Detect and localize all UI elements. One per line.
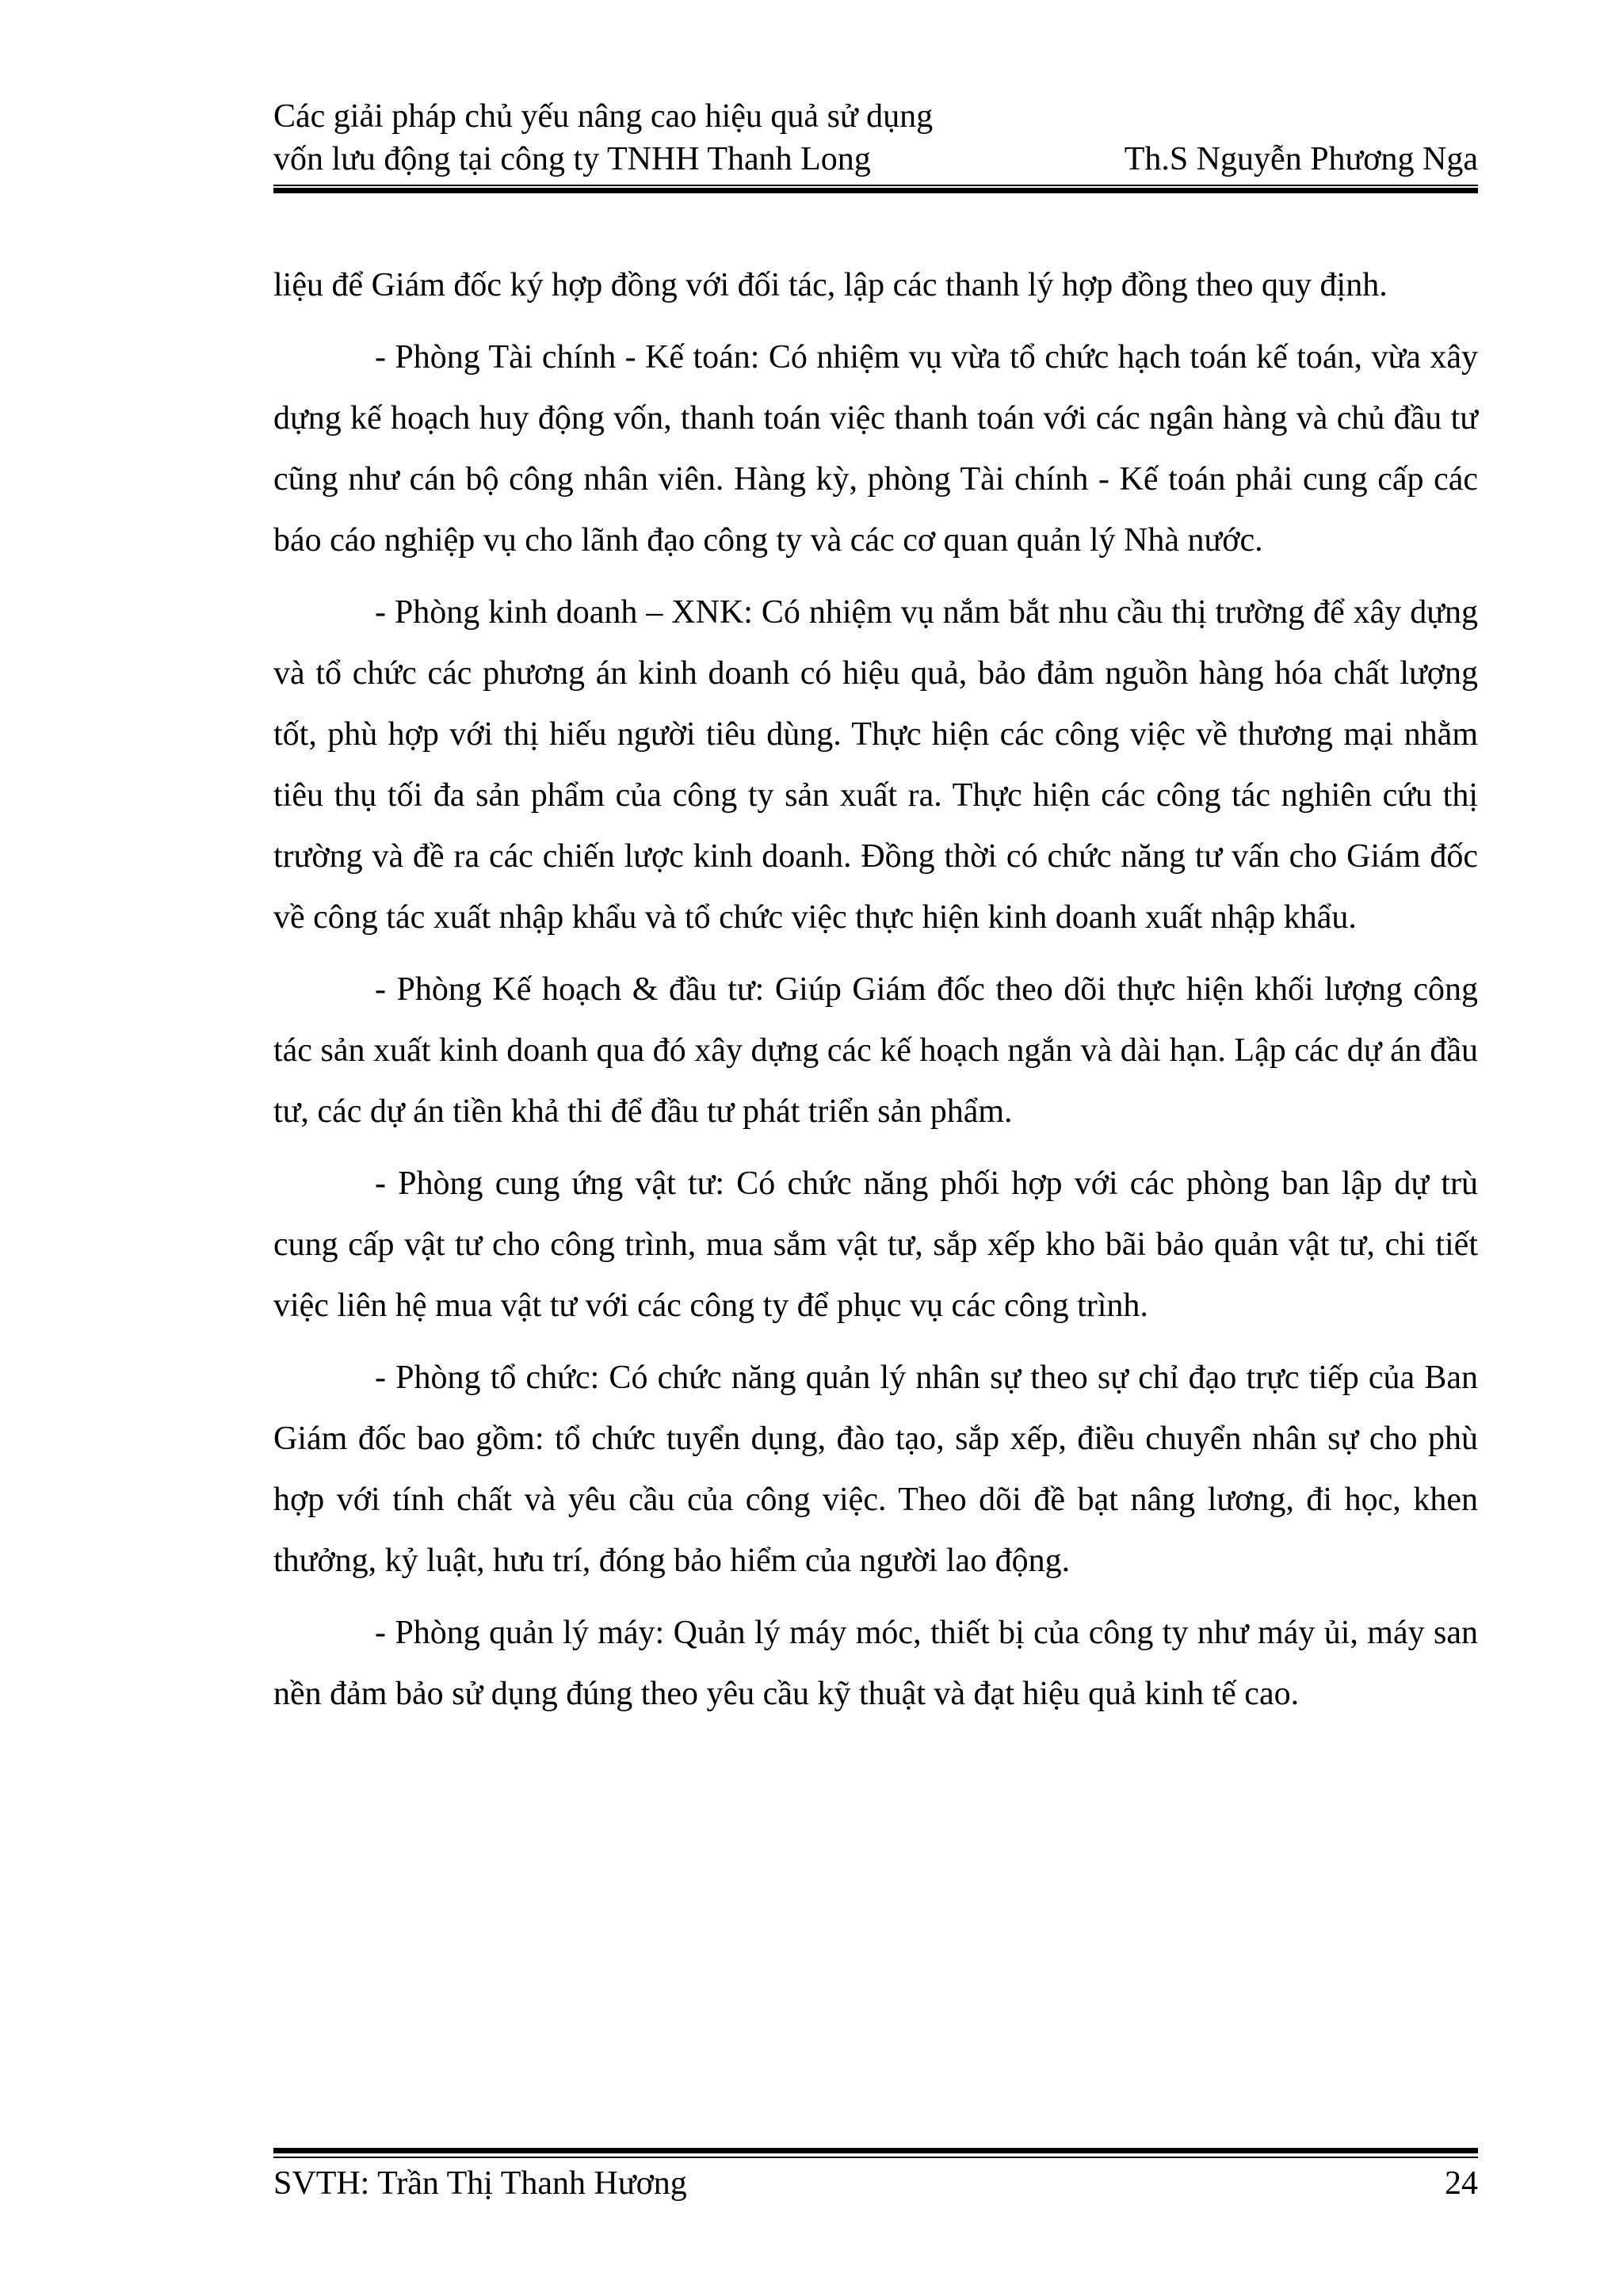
page-footer — [273, 2161, 1478, 2209]
body-paragraph: - Phòng Kế hoạch & đầu tư: Giúp Giám đốc theo dõi thực hiện khối lượng công tác sản xuất kinh doanh qua đó xây dựng các kế hoạch ngắn và dài hạn. Lập các dự án đầu tư, các dự án tiền khả thi để đầu tư phát triển sản phẩm. — [273, 971, 1478, 1130]
body-paragraph: - Phòng kinh doanh – XNK: Có nhiệm vụ nắm bắt nhu cầu thị trường để xây dựng và tổ chức các phương án kinh doanh có hiệu quả, bảo đảm nguồn hàng hóa chất lượng tốt, phù hợp với thị hiếu người tiêu dùng. Thực hiện các công việc về thương mại nhằm tiêu thụ tối đa sản phẩm của công ty sản xuất ra. Thực hiện các công tác nghiên cứu thị trường và đề ra các chiến lược kinh doanh. Đồng thời có chức năng tư vấn cho Giám đốc về công tác xuất nhập khẩu và tổ chức việc thực hiện kinh doanh xuất nhập khẩu. — [273, 594, 1478, 936]
body-paragraph: - Phòng Tài chính - Kế toán: Có nhiệm vụ vừa tổ chức hạch toán kế toán, vừa xây dựng kế hoạch huy động vốn, thanh toán việc thanh toán với các ngân hàng và chủ đầu tư cũng như cán bộ công nhân viên. Hàng kỳ, phòng Tài chính - Kế toán phải cung cấp các báo cáo nghiệp vụ cho lãnh đạo công ty và các cơ quan quản lý Nhà nước. — [273, 339, 1478, 559]
body-text — [273, 255, 1478, 1736]
header-rule-thick — [273, 188, 1478, 193]
body-paragraph: - Phòng quản lý máy: Quản lý máy móc, thiết bị của công ty như máy ủi, máy san nền đảm bảo sử dụng đúng theo yêu cầu kỹ thuật và đạt hiệu quả kinh tế cao. — [273, 1615, 1478, 1712]
student-name: SVTH: Trần Thị Thanh Hương — [273, 2165, 687, 2202]
body-paragraph: - Phòng tổ chức: Có chức năng quản lý nhân sự theo sự chỉ đạo trực tiếp của Ban Giám đốc bao gồm: tổ chức tuyển dụng, đào tạo, sắp xếp, điều chuyển nhân sự cho phù hợp với tính chất và yêu cầu của công việc. Theo dõi đề bạt nâng lương, đi học, khen thưởng, kỷ luật, hưu trí, đóng bảo hiểm của người lao động. — [273, 1360, 1478, 1579]
footer-rule-thin — [273, 2157, 1478, 2158]
header-rule-thin — [273, 185, 1478, 186]
page-number: 24 — [1445, 2165, 1478, 2202]
page-header — [273, 95, 1478, 190]
document-author: Th.S Nguyễn Phương Nga — [1124, 141, 1478, 177]
body-paragraph: - Phòng cung ứng vật tư: Có chức năng phối hợp với các phòng ban lập dự trù cung cấp vật tư cho công trình, mua sắm vật tư, sắp xếp kho bãi bảo quản vật tư, chi tiết việc liên hệ mua vật tư với các công ty để phục vụ các công trình. — [273, 1165, 1478, 1324]
footer-rule-thick — [273, 2148, 1478, 2153]
document-title-line-1: Các giải pháp chủ yếu nâng cao hiệu quả sử dụng — [273, 98, 934, 135]
body-paragraph: liệu để Giám đốc ký hợp đồng với đối tác, lập các thanh lý hợp đồng theo quy định. — [273, 267, 1388, 303]
document-title-line-2: vốn lưu động tại công ty TNHH Thanh Long — [273, 141, 871, 177]
document-title — [273, 95, 933, 181]
